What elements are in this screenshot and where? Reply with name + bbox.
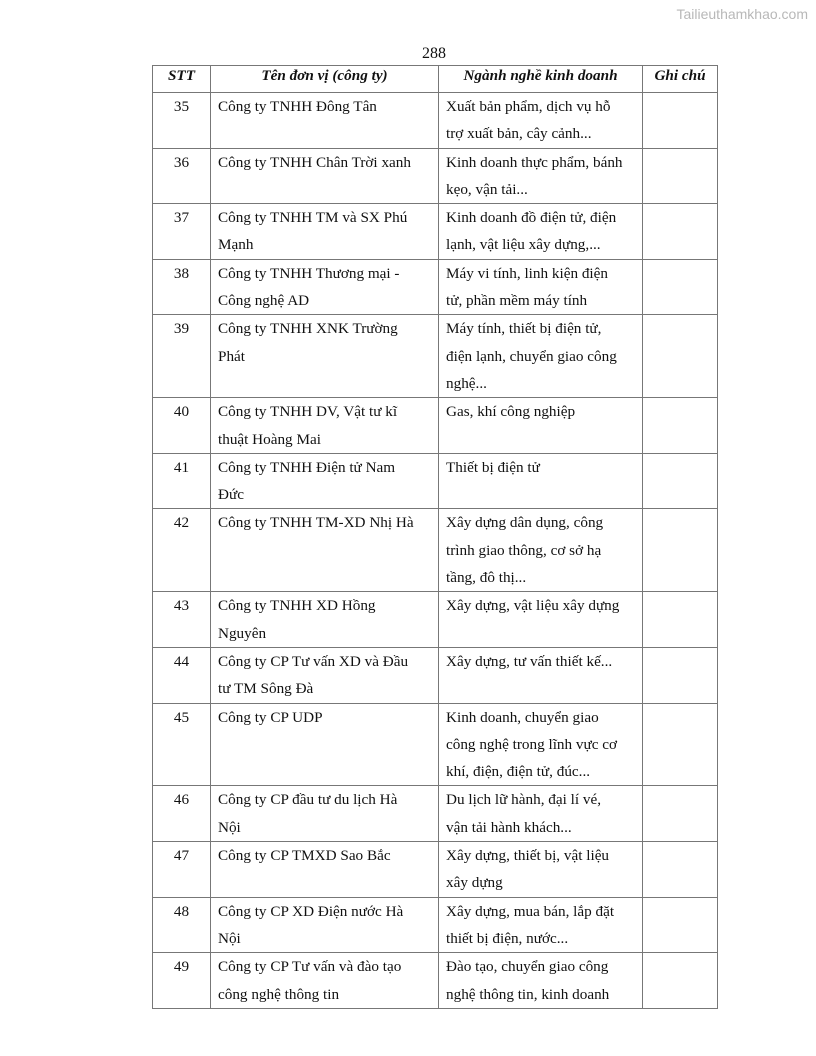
- company-name-cell: [211, 453, 439, 509]
- business-line: vận tải hành khách...: [446, 818, 572, 836]
- stt-cell: 39: [153, 315, 211, 398]
- company-name-line: tư TM Sông Đà: [218, 680, 314, 698]
- business-cell: [439, 897, 643, 953]
- business-cell: [439, 453, 643, 509]
- business-cell: [439, 93, 643, 149]
- table-row: [153, 647, 718, 703]
- note-cell: [643, 953, 718, 1009]
- business-line: Xây dựng dân dụng, công: [446, 514, 604, 532]
- note-cell: [643, 592, 718, 648]
- header-business: Ngành nghề kinh doanh: [439, 66, 643, 93]
- business-line: tầng, đô thị...: [446, 569, 527, 587]
- company-name-cell: [211, 953, 439, 1009]
- table-row: [153, 93, 718, 149]
- business-line: trợ xuất bản, cây cảnh...: [446, 125, 592, 143]
- note-cell: [643, 786, 718, 842]
- header-note: Ghi chú: [643, 66, 718, 93]
- business-cell: [439, 259, 643, 315]
- business-cell: [439, 315, 643, 398]
- note-cell: [643, 148, 718, 204]
- watermark: Tailieuthamkhao.com: [676, 6, 808, 22]
- business-line: Kinh doanh đồ điện tử, điện: [446, 209, 617, 227]
- company-name-line: Nội: [218, 929, 241, 947]
- company-name-line: Công ty CP UDP: [218, 708, 323, 726]
- business-line: kẹo, vận tải...: [446, 180, 528, 198]
- business-cell: [439, 786, 643, 842]
- business-line: Xây dựng, thiết bị, vật liệu: [446, 847, 610, 865]
- business-cell: [439, 592, 643, 648]
- company-name-line: Công nghệ AD: [218, 292, 310, 310]
- note-cell: [643, 647, 718, 703]
- stt-cell: 37: [153, 204, 211, 260]
- company-name-line: Công ty TNHH TM và SX Phú: [218, 209, 408, 227]
- company-name-cell: [211, 592, 439, 648]
- company-name-cell: [211, 509, 439, 592]
- header-stt: STT: [153, 66, 211, 93]
- company-name-line: Công ty TNHH XNK Trường: [218, 320, 398, 338]
- note-cell: [643, 93, 718, 149]
- note-cell: [643, 509, 718, 592]
- company-name-line: Nội: [218, 818, 241, 836]
- company-name-line: Công ty CP Tư vấn XD và Đầu: [218, 652, 409, 670]
- table-row: [153, 953, 718, 1009]
- business-cell: [439, 953, 643, 1009]
- note-cell: [643, 259, 718, 315]
- company-name-cell: [211, 259, 439, 315]
- stt-cell: 44: [153, 647, 211, 703]
- page-number: 288: [422, 45, 446, 62]
- stt-cell: 49: [153, 953, 211, 1009]
- company-name-line: công nghệ thông tin: [218, 985, 340, 1003]
- company-name-line: Công ty TNHH XD Hồng: [218, 597, 376, 615]
- stt-cell: 36: [153, 148, 211, 204]
- business-line: điện lạnh, chuyển giao công: [446, 347, 617, 365]
- company-name-cell: [211, 148, 439, 204]
- business-cell: [439, 703, 643, 786]
- business-line: thiết bị điện, nước...: [446, 929, 569, 947]
- company-name-line: Đức: [218, 486, 244, 504]
- table-row: [153, 148, 718, 204]
- company-name-line: Công ty CP Tư vấn và đào tạo: [218, 958, 402, 976]
- business-line: nghệ thông tin, kinh doanh: [446, 985, 610, 1003]
- stt-cell: 46: [153, 786, 211, 842]
- table-row: [153, 786, 718, 842]
- company-name-line: Công ty CP đầu tư du lịch Hà: [218, 791, 398, 809]
- company-name-line: thuật Hoàng Mai: [218, 430, 321, 448]
- stt-cell: 41: [153, 453, 211, 509]
- table-row: [153, 453, 718, 509]
- table-row: [153, 204, 718, 260]
- business-line: xây dựng: [446, 874, 503, 892]
- table-row: [153, 509, 718, 592]
- stt-cell: 45: [153, 703, 211, 786]
- business-line: khí, điện, điện tử, đúc...: [446, 763, 591, 781]
- company-name-cell: [211, 647, 439, 703]
- note-cell: [643, 703, 718, 786]
- company-name-line: Công ty TNHH Điện tử Nam: [218, 458, 396, 476]
- business-line: Du lịch lữ hành, đại lí vé,: [446, 791, 602, 809]
- business-cell: [439, 204, 643, 260]
- business-cell: [439, 509, 643, 592]
- company-name-cell: [211, 204, 439, 260]
- stt-cell: 38: [153, 259, 211, 315]
- business-line: Xây dựng, tư vấn thiết kế...: [446, 652, 613, 670]
- company-name-line: Công ty CP XD Điện nước Hà: [218, 902, 404, 920]
- business-cell: [439, 148, 643, 204]
- business-line: Đào tạo, chuyển giao công: [446, 958, 609, 976]
- stt-cell: 40: [153, 398, 211, 454]
- business-line: Máy tính, thiết bị điện tử,: [446, 320, 602, 338]
- note-cell: [643, 398, 718, 454]
- stt-cell: 47: [153, 842, 211, 898]
- company-name-line: Công ty TNHH Chân Trời xanh: [218, 153, 411, 171]
- note-cell: [643, 315, 718, 398]
- table-row: [153, 897, 718, 953]
- company-name-cell: [211, 842, 439, 898]
- company-name-line: Mạnh: [218, 236, 254, 254]
- company-name-cell: [211, 786, 439, 842]
- company-name-line: Công ty TNHH Thương mại -: [218, 264, 400, 282]
- business-line: trình giao thông, cơ sở hạ: [446, 541, 602, 559]
- business-line: Thiết bị điện tử: [446, 458, 540, 476]
- company-name-line: Công ty TNHH Đông Tân: [218, 98, 377, 115]
- stt-cell: 42: [153, 509, 211, 592]
- stt-cell: 48: [153, 897, 211, 953]
- business-cell: [439, 842, 643, 898]
- business-cell: [439, 647, 643, 703]
- stt-cell: 43: [153, 592, 211, 648]
- business-line: Xây dựng, mua bán, lắp đặt: [446, 902, 615, 920]
- business-cell: [439, 398, 643, 454]
- business-line: nghệ...: [446, 374, 487, 392]
- header-company-name: Tên đơn vị (công ty): [211, 66, 439, 93]
- company-table: [152, 65, 718, 1009]
- table-row: [153, 842, 718, 898]
- business-line: công nghệ trong lĩnh vực cơ: [446, 735, 618, 753]
- table-row: [153, 259, 718, 315]
- business-line: tử, phần mềm máy tính: [446, 292, 588, 310]
- business-line: Kinh doanh thực phẩm, bánh: [446, 153, 623, 171]
- business-line: Máy vi tính, linh kiện điện: [446, 264, 608, 282]
- company-name-cell: [211, 315, 439, 398]
- note-cell: [643, 842, 718, 898]
- business-line: lạnh, vật liệu xây dựng,...: [446, 236, 601, 254]
- company-name-cell: [211, 398, 439, 454]
- company-name-cell: [211, 93, 439, 149]
- note-cell: [643, 897, 718, 953]
- business-line: Xuất bản phẩm, dịch vụ hỗ: [446, 98, 611, 115]
- company-name-cell: [211, 897, 439, 953]
- company-name-line: Nguyên: [218, 624, 267, 642]
- company-name-line: Phát: [218, 347, 246, 365]
- company-name-line: Công ty CP TMXD Sao Bắc: [218, 847, 391, 865]
- business-line: Gas, khí công nghiệp: [446, 403, 576, 421]
- company-name-line: Công ty TNHH TM-XD Nhị Hà: [218, 514, 414, 532]
- table-row: [153, 398, 718, 454]
- table-header-row: [153, 66, 718, 93]
- business-line: Kinh doanh, chuyển giao: [446, 708, 599, 726]
- company-name-line: Công ty TNHH DV, Vật tư kĩ: [218, 403, 398, 421]
- table-row: [153, 315, 718, 398]
- company-name-cell: [211, 703, 439, 786]
- table-row: [153, 592, 718, 648]
- stt-cell: 35: [153, 93, 211, 149]
- note-cell: [643, 453, 718, 509]
- business-line: Xây dựng, vật liệu xây dựng: [446, 597, 620, 615]
- table-row: [153, 703, 718, 786]
- note-cell: [643, 204, 718, 260]
